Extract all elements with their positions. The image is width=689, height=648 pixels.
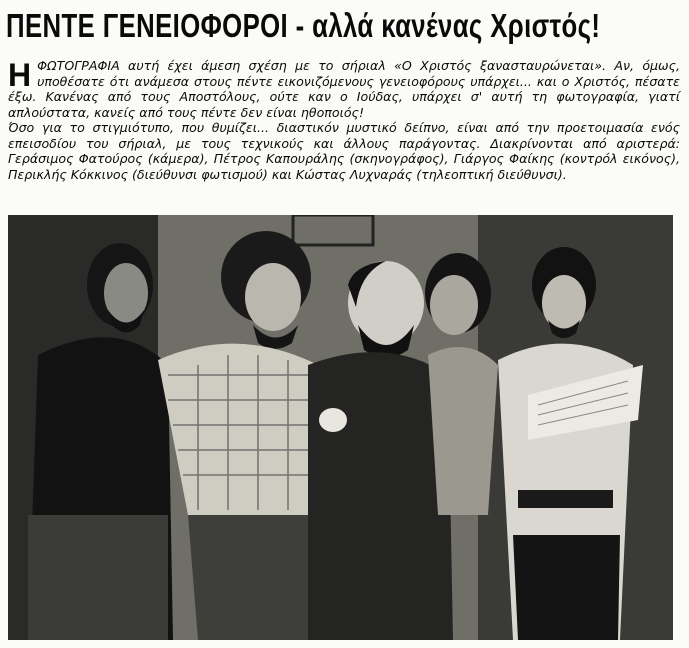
photo-illustration bbox=[8, 215, 673, 640]
person-4 bbox=[425, 253, 498, 515]
article-body bbox=[8, 58, 680, 182]
headline bbox=[6, 4, 682, 54]
group-photo bbox=[8, 215, 673, 640]
drop-cap: Η bbox=[8, 57, 32, 93]
paragraph-1-text: ΦΩΤΟΓΡΑΦΙΑ αυτή έχει άμεση σχέση με το σήριαλ «Ο Χριστός ξανασταυρώνεται». Αν, όμως, υποθέσατε ότι ανάμεσα στους πέντε εικονιζόμενους γενειοφόρους υπάρχει... και ο Χριστός, πέσατε έξω. Κανένας από τους Αποστόλους, ούτε καν ο Ιούδας, υπάρχει σ' αυτή τη φωτογραφία, γιατί απλούστατα, κανείς από τους πέντε δεν είναι ηθοποιός! bbox=[8, 58, 680, 120]
paragraph-1 bbox=[8, 58, 680, 120]
headline-text: ΠΕΝΤΕ ΓΕΝΕΙΟΦΟΡΟΙ - αλλά κανένας Χριστός! bbox=[6, 7, 601, 44]
paragraph-2: Όσο για το στιγμιότυπο, που θυμίζει... διαστικόν μυστικό δείπνο, είναι από την προετοιμασία ενός επεισοδίου του σήριαλ, με τους τεχνικούς και άλλους παράγοντας. Διακρίνονται από αριστερά: Γεράσιμος Φατούρος (κάμερα), Πέτρος Καπουράλης (σκηνογράφος), Γιάργος Φαίκης (κοντρόλ εικόνος), Περικλής Κόκκινος (διεύθυνσι φωτισμού) και Κώστας Λυχναράς (τηλεοπτική διεύθυνσι). bbox=[8, 120, 680, 182]
